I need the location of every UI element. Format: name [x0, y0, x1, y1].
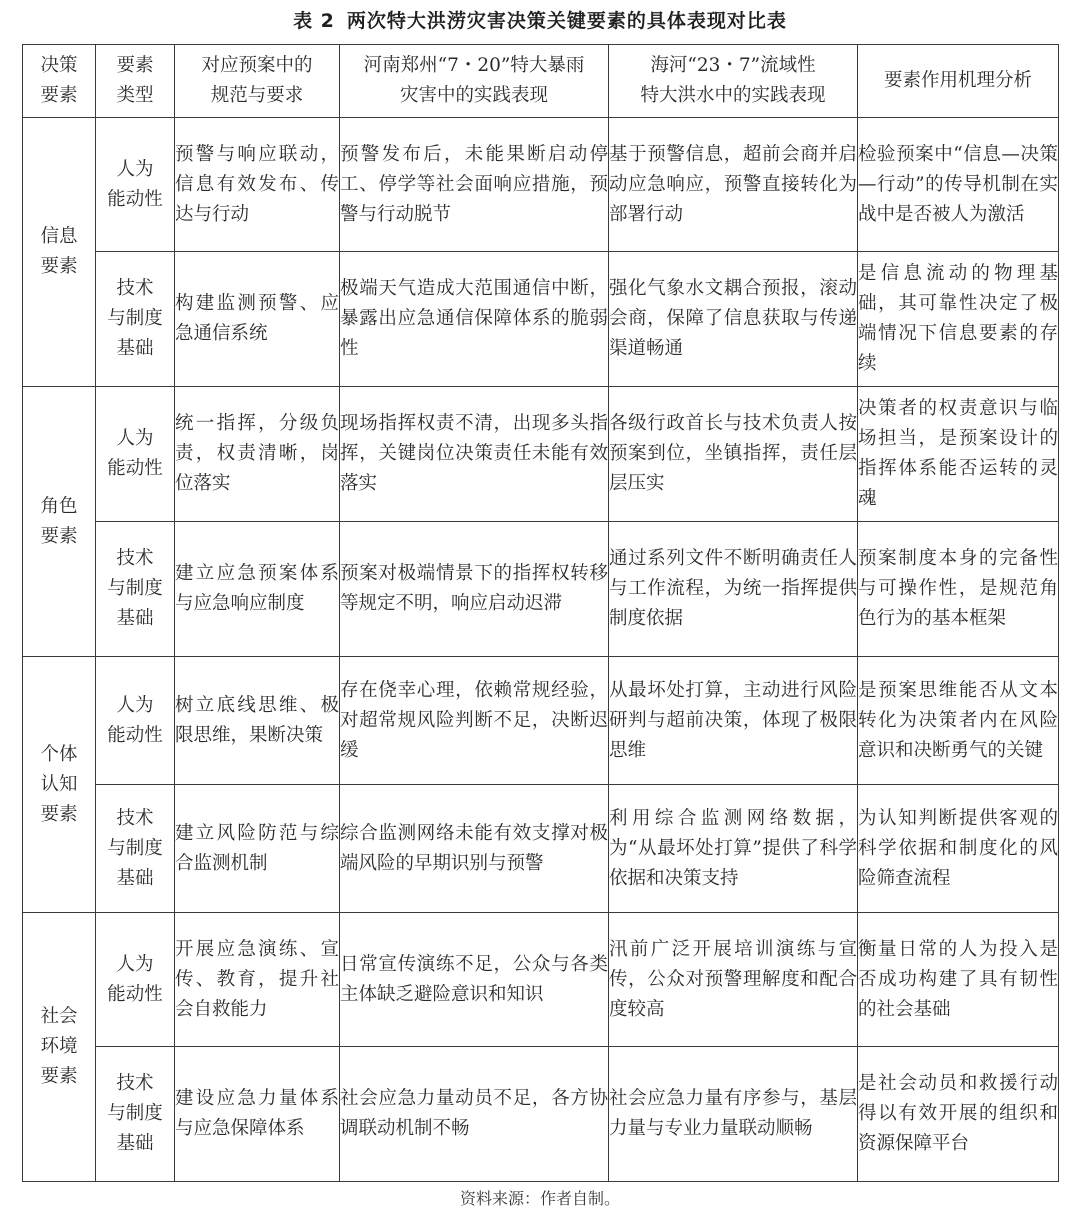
element-type-cell [96, 785, 175, 913]
element-type-cell-line: 能动性 [107, 983, 163, 1005]
zhengzhou-practice-cell: 极端天气造成大范围通信中断，暴露出应急通信保障体系的脆弱性 [340, 252, 609, 387]
element-type-cell-line: 与制度 [107, 308, 163, 329]
element-type-cell-line: 人为 [116, 158, 154, 180]
header-line: 决策 [40, 55, 78, 76]
element-type-cell [96, 657, 175, 785]
decision-element-cell [23, 118, 96, 387]
header-line: 灾害中的实践表现 [399, 85, 548, 106]
element-type-cell-line: 与制度 [107, 1103, 163, 1124]
element-type-cell-line: 技术 [116, 1073, 154, 1094]
plan-requirement-cell: 构建监测预警、应急通信系统 [175, 252, 340, 387]
mechanism-analysis-cell: 衡量日常的人为投入是否成功构建了具有韧性的社会基础 [858, 913, 1059, 1047]
header-line: 对应预案中的 [201, 55, 313, 76]
decision-element-cell-line: 社会 [40, 1006, 78, 1027]
header-mechanism-analysis [858, 45, 1059, 118]
table-row [23, 913, 1059, 1047]
header-decision-element [23, 45, 96, 118]
table-row [23, 657, 1059, 785]
decision-element-cell-line: 环境 [40, 1036, 78, 1057]
element-type-cell [96, 913, 175, 1047]
element-type-cell-line: 基础 [116, 608, 154, 629]
header-line: 海河“23・7”流域性 [650, 55, 816, 76]
header-zhengzhou-practice [340, 45, 609, 118]
zhengzhou-practice-cell: 预警发布后，未能果断启动停工、停学等社会面响应措施，预警与行动脱节 [340, 118, 609, 252]
zhengzhou-practice-cell: 存在侥幸心理，依赖常规经验，对超常规风险判断不足，决断迟缓 [340, 657, 609, 785]
comparison-table [22, 44, 1059, 1182]
element-type-cell [96, 387, 175, 522]
decision-element-cell-line: 认知 [40, 773, 78, 795]
element-type-cell [96, 522, 175, 657]
plan-requirement-cell: 预警与响应联动，信息有效发布、传达与行动 [175, 118, 340, 252]
plan-requirement-cell: 统一指挥，分级负责，权责清晰，岗位落实 [175, 387, 340, 522]
header-haihe-practice [609, 45, 858, 118]
header-element-type [96, 45, 175, 118]
table-row [23, 387, 1059, 522]
zhengzhou-practice-cell: 现场指挥权责不清，出现多头指挥，关键岗位决策责任未能有效落实 [340, 387, 609, 522]
decision-element-cell-line: 要素 [40, 803, 78, 825]
zhengzhou-practice-cell: 社会应急力量动员不足，各方协调联动机制不畅 [340, 1047, 609, 1182]
header-line: 特大洪水中的实践表现 [640, 85, 826, 106]
element-type-cell [96, 1047, 175, 1182]
decision-element-cell-line: 角色 [40, 495, 78, 517]
element-type-cell-line: 技术 [116, 548, 154, 569]
element-type-cell-line: 基础 [116, 867, 154, 889]
haihe-practice-cell: 汛前广泛开展培训演练与宣传，公众对预警理解度和配合度较高 [609, 913, 858, 1047]
zhengzhou-practice-cell: 综合监测网络未能有效支撑对极端风险的早期识别与预警 [340, 785, 609, 913]
haihe-practice-cell: 从最坏处打算，主动进行风险研判与超前决策，体现了极限思维 [609, 657, 858, 785]
haihe-practice-cell: 利用综合监测网络数据，为“从最坏处打算”提供了科学依据和决策支持 [609, 785, 858, 913]
element-type-cell-line: 人为 [116, 953, 154, 975]
haihe-practice-cell: 强化气象水文耦合预报，滚动会商，保障了信息获取与传递渠道畅通 [609, 252, 858, 387]
element-type-cell-line: 能动性 [107, 724, 163, 746]
decision-element-cell [23, 387, 96, 657]
header-line: 要素 [116, 55, 154, 76]
header-line: 类型 [116, 85, 154, 106]
decision-element-cell [23, 913, 96, 1182]
mechanism-analysis-cell: 检验预案中“信息—决策—行动”的传导机制在实战中是否被人为激活 [858, 118, 1059, 252]
decision-element-cell-line: 要素 [40, 1066, 78, 1087]
decision-element-cell-line: 要素 [40, 525, 78, 547]
table-caption [0, 6, 1080, 33]
header-row [23, 45, 1059, 118]
element-type-cell-line: 与制度 [107, 837, 163, 859]
mechanism-analysis-cell: 是预案思维能否从文本转化为决策者内在风险意识和决断勇气的关键 [858, 657, 1059, 785]
header-line: 要素 [40, 85, 78, 106]
plan-requirement-cell: 树立底线思维、极限思维，果断决策 [175, 657, 340, 785]
header-line: 河南郑州“7・20”特大暴雨 [363, 55, 585, 76]
table-header [23, 45, 1059, 118]
table-number: 表 2 [293, 10, 335, 32]
table-row [23, 118, 1059, 252]
element-type-cell-line: 基础 [116, 338, 154, 359]
plan-requirement-cell: 建立风险防范与综合监测机制 [175, 785, 340, 913]
table-row [23, 1047, 1059, 1182]
mechanism-analysis-cell: 是社会动员和救援行动得以有效开展的组织和资源保障平台 [858, 1047, 1059, 1182]
decision-element-cell-line: 信息 [40, 226, 78, 247]
element-type-cell-line: 人为 [116, 428, 154, 449]
element-type-cell-line: 人为 [116, 694, 154, 716]
mechanism-analysis-cell: 为认知判断提供客观的科学依据和制度化的风险筛查流程 [858, 785, 1059, 913]
element-type-cell [96, 252, 175, 387]
zhengzhou-practice-cell: 日常宣传演练不足，公众与各类主体缺乏避险意识和知识 [340, 913, 609, 1047]
plan-requirement-cell: 开展应急演练、宣传、教育，提升社会自救能力 [175, 913, 340, 1047]
element-type-cell-line: 与制度 [107, 578, 163, 599]
decision-element-cell [23, 657, 96, 913]
source-note: 资料来源：作者自制。 [459, 1189, 620, 1208]
header-line: 要素作用机理分析 [883, 70, 1032, 91]
element-type-cell-line: 基础 [116, 1133, 154, 1154]
table-row [23, 522, 1059, 657]
header-plan-requirement [175, 45, 340, 118]
plan-requirement-cell: 建立应急预案体系与应急响应制度 [175, 522, 340, 657]
table-row [23, 785, 1059, 913]
element-type-cell-line: 技术 [116, 807, 154, 829]
element-type-cell-line: 能动性 [107, 188, 163, 210]
mechanism-analysis-cell: 预案制度本身的完备性与可操作性，是规范角色行为的基本框架 [858, 522, 1059, 657]
mechanism-analysis-cell: 是信息流动的物理基础，其可靠性决定了极端情况下信息要素的存续 [858, 252, 1059, 387]
element-type-cell-line: 能动性 [107, 458, 163, 479]
haihe-practice-cell: 社会应急力量有序参与，基层力量与专业力量联动顺畅 [609, 1047, 858, 1182]
haihe-practice-cell: 基于预警信息，超前会商并启动应急响应，预警直接转化为部署行动 [609, 118, 858, 252]
element-type-cell [96, 118, 175, 252]
haihe-practice-cell: 通过系列文件不断明确责任人与工作流程，为统一指挥提供制度依据 [609, 522, 858, 657]
mechanism-analysis-cell: 决策者的权责意识与临场担当，是预案设计的指挥体系能否运转的灵魂 [858, 387, 1059, 522]
zhengzhou-practice-cell: 预案对极端情景下的指挥权转移等规定不明，响应启动迟滞 [340, 522, 609, 657]
haihe-practice-cell: 各级行政首长与技术负责人按预案到位，坐镇指挥，责任层层压实 [609, 387, 858, 522]
decision-element-cell-line: 要素 [40, 256, 78, 277]
table-row [23, 252, 1059, 387]
table-body [23, 118, 1059, 1182]
table-title: 两次特大洪涝灾害决策关键要素的具体表现对比表 [346, 10, 787, 32]
decision-element-cell-line: 个体 [40, 743, 78, 765]
element-type-cell-line: 技术 [116, 278, 154, 299]
plan-requirement-cell: 建设应急力量体系与应急保障体系 [175, 1047, 340, 1182]
header-line: 规范与要求 [210, 85, 304, 106]
